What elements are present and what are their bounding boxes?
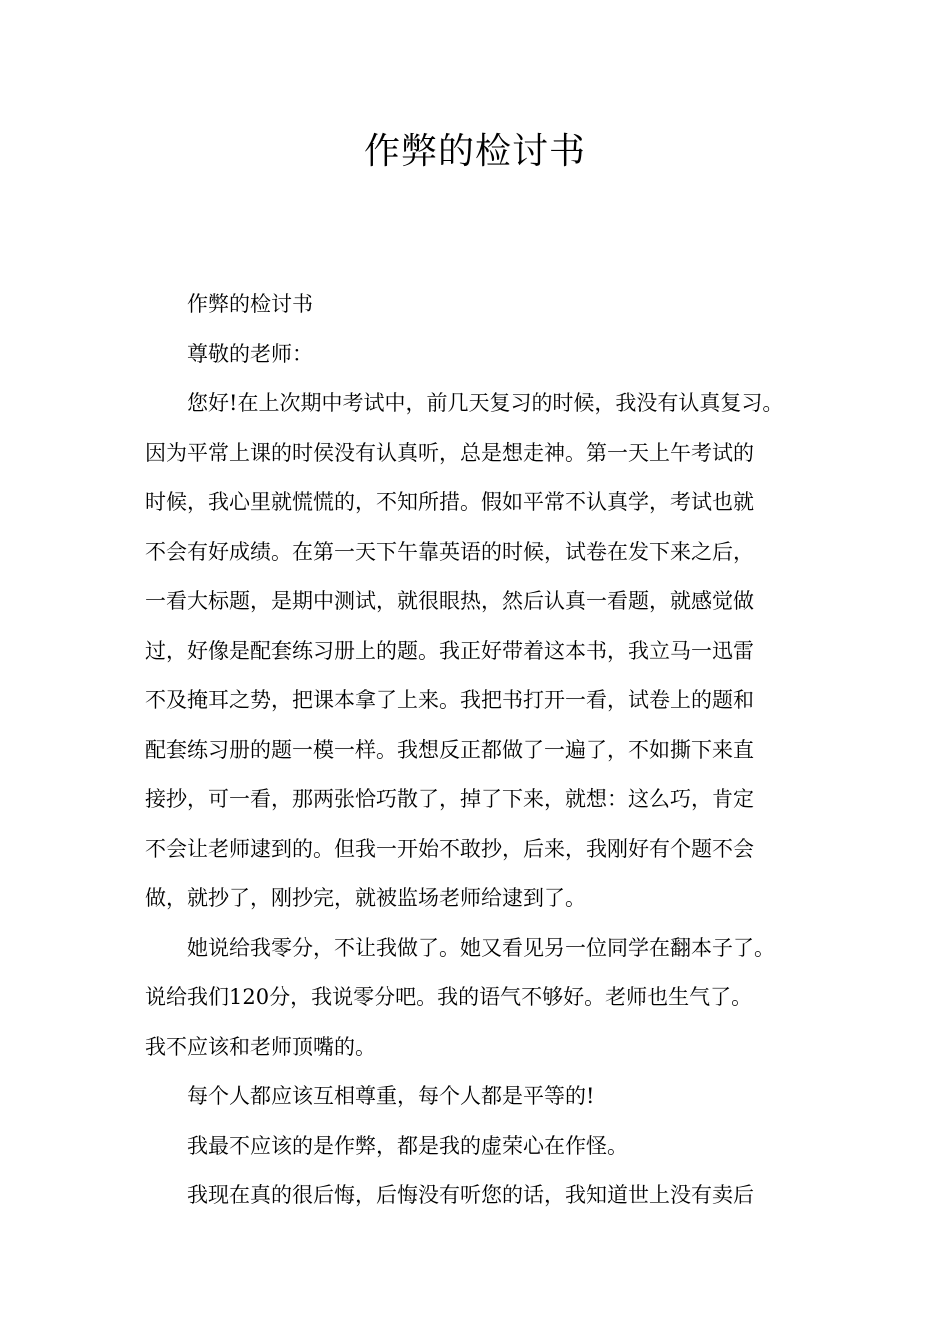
text-line: 不及掩耳之势，把课本拿了上来。我把书打开一看，试卷上的题和	[145, 688, 754, 712]
paragraph	[145, 1122, 820, 1172]
paragraph	[145, 1171, 820, 1221]
text-line: 一看大标题，是期中测试，就很眼热，然后认真一看题，就感觉做	[145, 589, 754, 613]
text-line: 时候，我心里就慌慌的，不知所措。假如平常不认真学，考试也就	[145, 490, 754, 514]
text-line: 我最不应该的是作弊，都是我的虚荣心在作怪。	[187, 1133, 628, 1158]
text-line: 接抄，可一看，那两张恰巧散了，掉了下来，就想：这么巧，肯定	[145, 787, 754, 811]
text-line: 做，就抄了，刚抄完，就被监场老师给逮到了。	[145, 886, 586, 910]
document-body	[145, 280, 820, 1221]
text-line: 说给我们120分，我说零分吧。我的语气不够好。老师也生气了。	[145, 985, 753, 1009]
text-line: 作弊的检讨书	[187, 292, 313, 316]
text-line: 尊敬的老师：	[187, 341, 313, 366]
paragraph	[145, 280, 820, 330]
text-line: 每个人都应该互相尊重，每个人都是平等的!	[187, 1084, 595, 1108]
document-title: 作弊的检讨书	[363, 131, 586, 172]
paragraph	[145, 379, 820, 924]
paragraph	[145, 1072, 820, 1122]
text-line: 我现在真的很后悔，后悔没有听您的话，我知道世上没有卖后	[187, 1183, 754, 1207]
text-line: 您好!在上次期中考试中，前几天复习的时候，我没有认真复习。	[187, 391, 784, 415]
text-line: 过，好像是配套练习册上的题。我正好带着这本书，我立马一迅雷	[145, 638, 754, 663]
paragraph	[145, 924, 820, 1073]
text-line: 她说给我零分，不让我做了。她又看见另一位同学在翻本子了。	[187, 935, 775, 960]
text-line: 因为平常上课的时侯没有认真听，总是想走神。第一天上午考试的	[145, 440, 754, 465]
paragraph	[145, 330, 820, 380]
text-line: 配套练习册的题一模一样。我想反正都做了一遍了，不如撕下来直	[145, 737, 754, 762]
text-line: 不会有好成绩。在第一天下午靠英语的时候，试卷在发下来之后，	[145, 539, 754, 564]
text-line: 我不应该和老师顶嘴的。	[145, 1034, 376, 1059]
text-line: 不会让老师逮到的。但我一开始不敢抄，后来，我刚好有个题不会	[145, 836, 754, 861]
